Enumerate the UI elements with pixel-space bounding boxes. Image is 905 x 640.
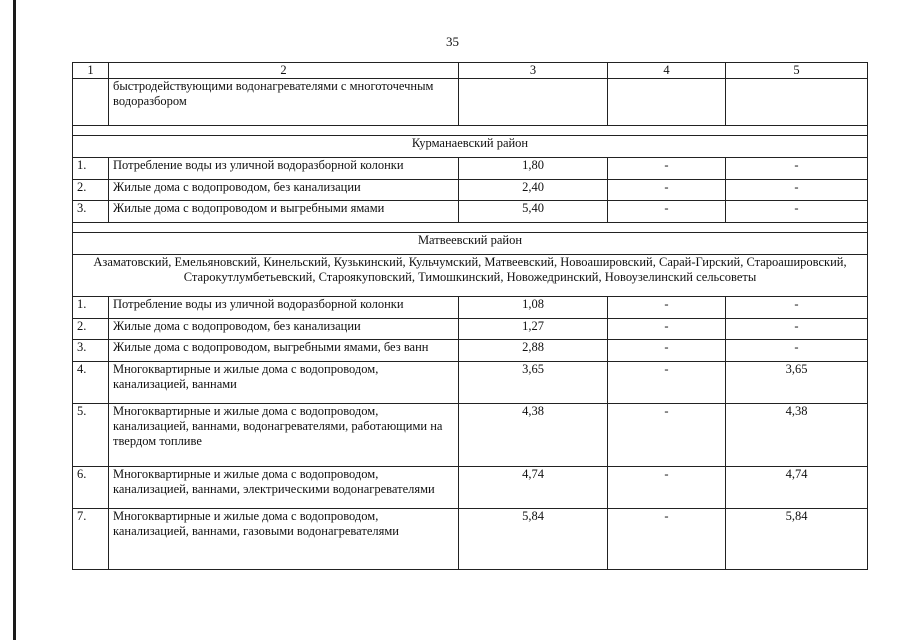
row-number: 5. <box>73 404 109 467</box>
cell-col5: 5,84 <box>726 509 868 570</box>
cell-col3: 2,40 <box>459 179 608 201</box>
row-description: Жилые дома с водопроводом, выгребными ямами, без ванн <box>109 340 459 362</box>
cell-col3: 1,27 <box>459 318 608 340</box>
row-number: 2. <box>73 318 109 340</box>
row-number: 3. <box>73 340 109 362</box>
row-number: 1. <box>73 157 109 179</box>
cell-col3: 5,40 <box>459 201 608 223</box>
tariff-table <box>72 62 868 570</box>
row-number: 4. <box>73 362 109 404</box>
cell-col3: 4,74 <box>459 466 608 508</box>
column-number-row <box>73 63 868 79</box>
row-description: Жилые дома с водопроводом и выгребными ямами <box>109 201 459 223</box>
table-row <box>73 296 868 318</box>
cell-col4: - <box>608 362 726 404</box>
cell-col4: - <box>608 179 726 201</box>
cell-col5 <box>726 79 868 126</box>
row-number: 7. <box>73 509 109 570</box>
section-header-row <box>73 136 868 158</box>
cell-col3: 5,84 <box>459 509 608 570</box>
table-row <box>73 157 868 179</box>
page-edge-rule <box>13 0 16 640</box>
cell-col3: 3,65 <box>459 362 608 404</box>
cell-col5: 4,74 <box>726 466 868 508</box>
cell-col4: - <box>608 296 726 318</box>
table-row <box>73 79 868 126</box>
row-number: 3. <box>73 201 109 223</box>
table-row <box>73 404 868 467</box>
table-row <box>73 340 868 362</box>
cell-col5: - <box>726 318 868 340</box>
cell-col5: - <box>726 157 868 179</box>
row-description: Многоквартирные и жилые дома с водопроводом, канализацией, ваннами <box>109 362 459 404</box>
spacer-cell <box>73 126 868 136</box>
cell-col4 <box>608 79 726 126</box>
spacer-cell <box>73 223 868 233</box>
cell-col4: - <box>608 340 726 362</box>
column-header: 1 <box>73 63 109 79</box>
row-description: Потребление воды из уличной водоразборной колонки <box>109 296 459 318</box>
cell-col3 <box>459 79 608 126</box>
section-title-kurmanaevsky: Курманаевский район <box>73 136 868 158</box>
table-row <box>73 466 868 508</box>
row-description: Многоквартирные и жилые дома с водопроводом, канализацией, ваннами, водонагревателями, работающими на твердом топливе <box>109 404 459 467</box>
section-header-row <box>73 233 868 255</box>
row-number: 6. <box>73 466 109 508</box>
cell-col5: 3,65 <box>726 362 868 404</box>
section-title-matveevsky: Матвеевский район <box>73 233 868 255</box>
row-description: Потребление воды из уличной водоразборной колонки <box>109 157 459 179</box>
village-councils-list: Азаматовский, Емельяновский, Кинельский, Кузькинский, Кульчумский, Матвеевский, Новоашировский, Сарай-Гирский, Староашировский, Старокутлумбетьевский, Староякуповский, Тимошкинский, Новожедринский, Новоузелинский сельсоветы <box>73 254 868 296</box>
row-description: Многоквартирные и жилые дома с водопроводом, канализацией, ваннами, электрическими водонагревателями <box>109 466 459 508</box>
cell-col5: - <box>726 296 868 318</box>
column-header: 4 <box>608 63 726 79</box>
table-row <box>73 318 868 340</box>
row-number: 2. <box>73 179 109 201</box>
column-header: 2 <box>109 63 459 79</box>
row-description: Жилые дома с водопроводом, без канализации <box>109 318 459 340</box>
subsection-row <box>73 254 868 296</box>
cell-col4: - <box>608 318 726 340</box>
cell-col3: 1,80 <box>459 157 608 179</box>
row-description: Жилые дома с водопроводом, без канализации <box>109 179 459 201</box>
cell-col5: - <box>726 179 868 201</box>
cell-col4: - <box>608 201 726 223</box>
cell-col4: - <box>608 466 726 508</box>
column-header: 3 <box>459 63 608 79</box>
cell-col3: 4,38 <box>459 404 608 467</box>
table-row <box>73 362 868 404</box>
cell-col3: 2,88 <box>459 340 608 362</box>
cell-col4: - <box>608 157 726 179</box>
table-row <box>73 509 868 570</box>
page-number: 35 <box>446 34 459 49</box>
row-number <box>73 79 109 126</box>
cell-col4: - <box>608 404 726 467</box>
column-header: 5 <box>726 63 868 79</box>
spacer-row <box>73 126 868 136</box>
row-number: 1. <box>73 296 109 318</box>
cell-col4: - <box>608 509 726 570</box>
row-description: Многоквартирные и жилые дома с водопроводом, канализацией, ваннами, газовыми водонагревателями <box>109 509 459 570</box>
table-row <box>73 201 868 223</box>
cell-col3: 1,08 <box>459 296 608 318</box>
row-description: быстродействующими водонагревателями с многоточечным водоразбором <box>109 79 459 126</box>
cell-col5: 4,38 <box>726 404 868 467</box>
table-row <box>73 179 868 201</box>
cell-col5: - <box>726 340 868 362</box>
cell-col5: - <box>726 201 868 223</box>
spacer-row <box>73 223 868 233</box>
